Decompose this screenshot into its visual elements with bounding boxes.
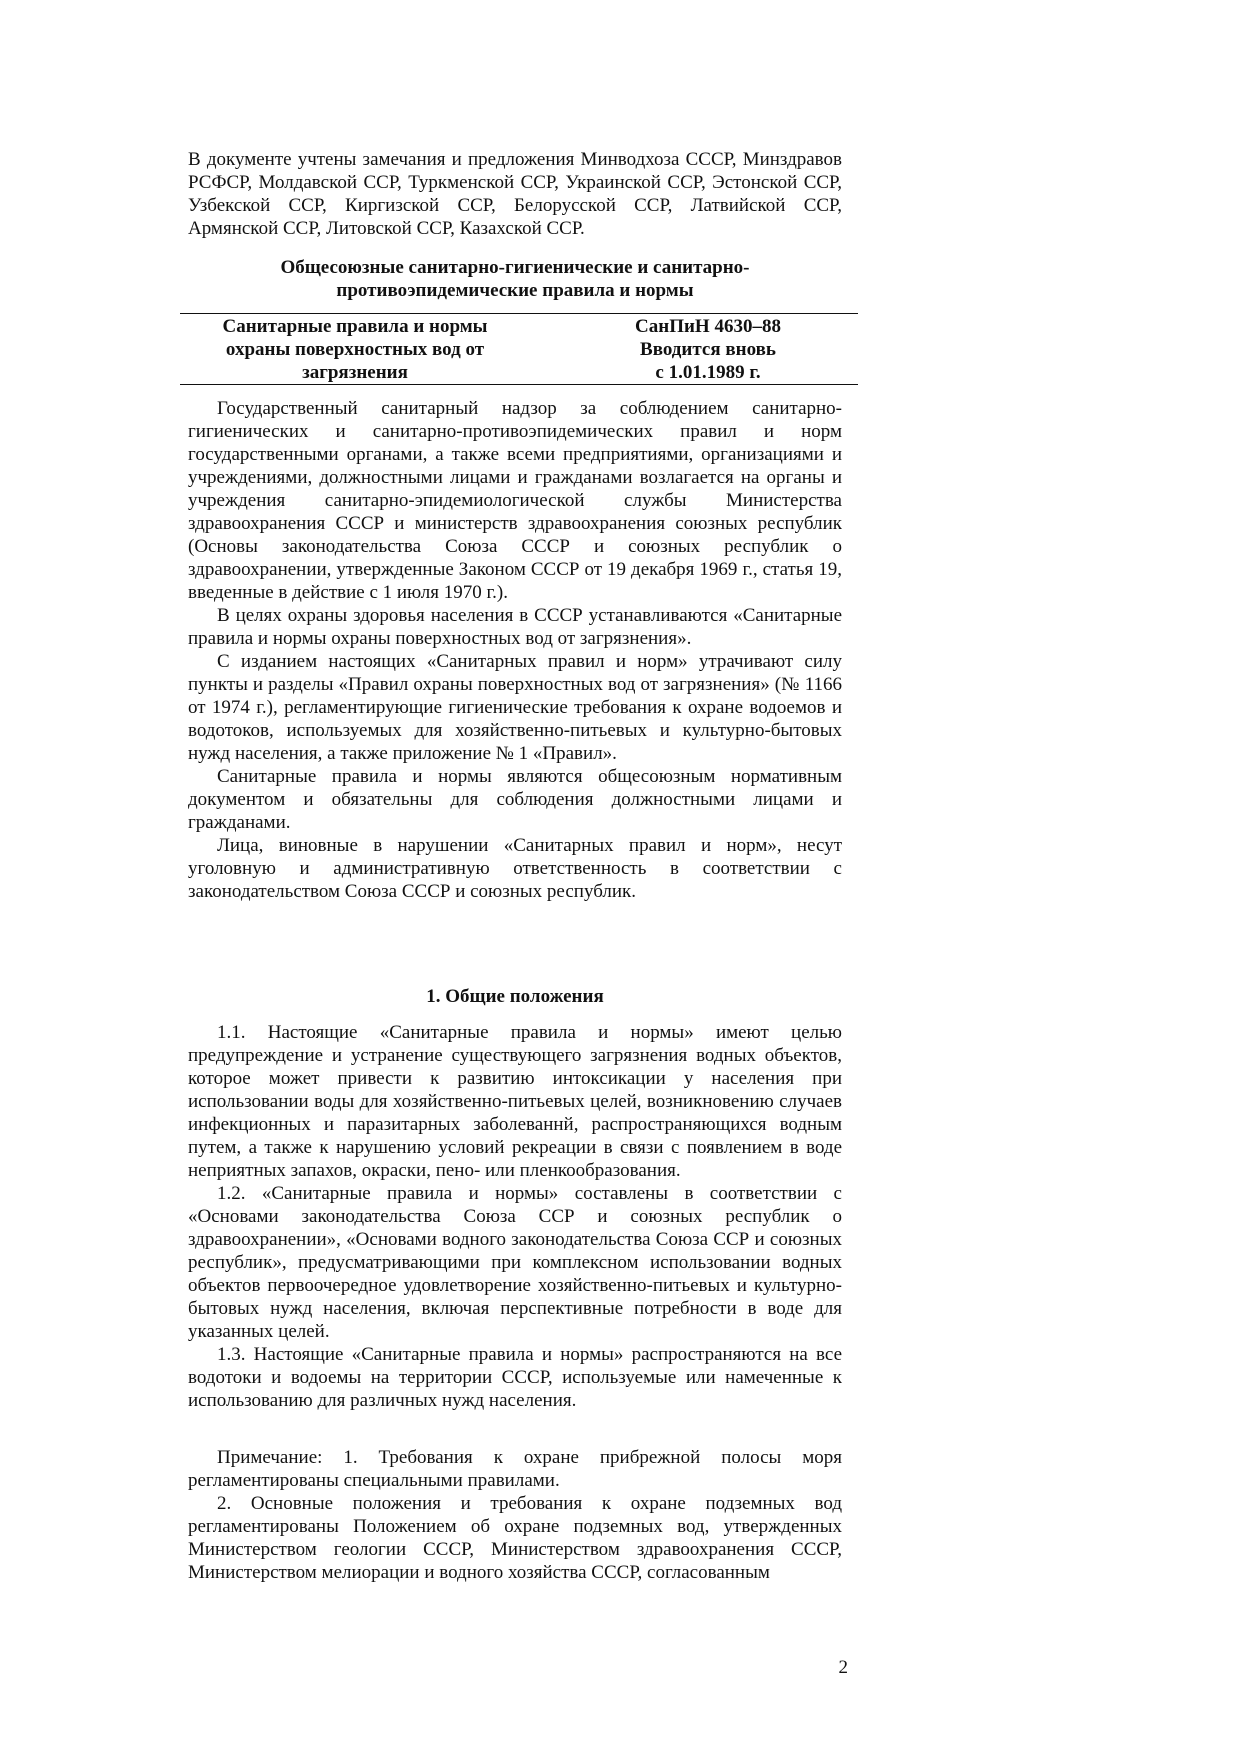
- document-name-cell: [200, 315, 510, 384]
- document-name-line-1: Санитарные правила и нормы: [222, 316, 488, 337]
- preamble-paragraph-4: Санитарные правила и нормы являются общесоюзным нормативным документом и обязательны для соблюдения должностными лицами и гражданами.: [188, 766, 842, 833]
- note-1: Примечание: 1. Требования к охране прибрежной полосы моря регламентированы специальными правилами.: [188, 1447, 842, 1491]
- preamble-block: [188, 397, 842, 903]
- general-title: Общесоюзные санитарно-гигиенические и санитарно-противоэпидемические правила и нормы: [280, 257, 750, 301]
- preamble-paragraph-3: С изданием настоящих «Санитарных правил и норм» утрачивают силу пункты и разделы «Правил охраны поверхностных вод от загрязнения» (№ 1166 от 1974 г.), регламентирующие гигиенические требования к охране водоемов и водотоков, используемых для хозяйственно-питьевых и культурно-бытовых нужд населения, а также приложение № 1 «Правил».: [188, 651, 842, 764]
- clause-1-3: 1.3. Настоящие «Санитарные правила и нормы» распространяются на все водотоки и водоемы на территории СССР, используемые или намеченные к использованию для различных нужд населения.: [188, 1344, 842, 1411]
- document-status: Вводится вновь: [640, 339, 776, 360]
- intro-paragraph: В документе учтены замечания и предложения Минводхоза СССР, Минздравов РСФСР, Молдавской ССР, Туркменской ССР, Украинской ССР, Эстонской ССР, Узбекской ССР, Киргизской ССР, Белорусской ССР, Латвийской ССР, Армянской ССР, Литовской ССР, Казахской ССР.: [188, 149, 842, 239]
- clause-1-1: 1.1. Настоящие «Санитарные правила и нормы» имеют целью предупреждение и устранение существующего загрязнения водных объектов, которое может привести к развитию интоксикации у населения при использовании воды для хозяйственно-питьевых целей, возникновению случаев инфекционных и паразитарных заболеваннй, распространяющихся водным путем, а также к нарушению условий рекреации в связи с появлением в воде неприятных запахов, окраски, пено- или пленкообразования.: [188, 1022, 842, 1181]
- note-2: 2. Основные положения и требования к охране подземных вод регламентированы Положением об охране подземных вод, утвержденных Министерством геологии СССР, Министерством здравоохранения СССР, Министерством мелиорации и водного хозяйства СССР, согласованным: [188, 1493, 842, 1583]
- document-name-line-3: загрязнения: [302, 362, 408, 383]
- document-name-line-2: охраны поверхностных вод от: [225, 339, 485, 360]
- preamble-paragraph-1: Государственный санитарный надзор за соблюдением санитарно-гигиенических и санитарно-противоэпидемических правил и норм государственными органами, а также всеми предприятиями, организациями и учреждениями, должностными лицами и гражданами возлагается на органы и учреждения санитарно-эпидемиологической службы Министерства здравоохранения СССР и министерств здравоохранения союзных республик (Основы законодательства Союза СССР и союзных республик о здравоохранении, утвержденные Законом СССР от 19 декабря 1969 г., статья 19, введенные в действие с 1 июля 1970 г.).: [188, 398, 842, 603]
- page-number: 2: [838, 1657, 848, 1678]
- document-header-table: [180, 313, 858, 385]
- section-1-heading: 1. Общие положения: [426, 986, 604, 1007]
- document-code-cell: [558, 315, 858, 384]
- clause-1-2: 1.2. «Санитарные правила и нормы» составлены в соответствии с «Основами законодательства Союза ССР и союзных республик о здравоохранении», «Основами водного законодательства Союза ССР и союзных республик», предусматривающими при комплексном использовании водных объектов первоочередное удовлетворение хозяйственно-питьевых и культурно-бытовых нужд населения, включая перспективные потребности в воде для указанных целей.: [188, 1183, 842, 1342]
- preamble-paragraph-5: Лица, виновные в нарушении «Санитарных правил и норм», несут уголовную и административную ответственность в соответствии с законодательством Союза СССР и союзных республик.: [188, 835, 842, 902]
- document-code: СанПиН 4630–88: [635, 316, 781, 337]
- notes-block: [188, 1446, 842, 1584]
- document-effective-date: с 1.01.1989 г.: [655, 362, 761, 383]
- section-1-body: [188, 1021, 842, 1412]
- intro-block: [188, 148, 842, 240]
- preamble-paragraph-2: В целях охраны здоровья населения в СССР устанавливаются «Санитарные правила и нормы охраны поверхностных вод от загрязнения».: [188, 605, 842, 649]
